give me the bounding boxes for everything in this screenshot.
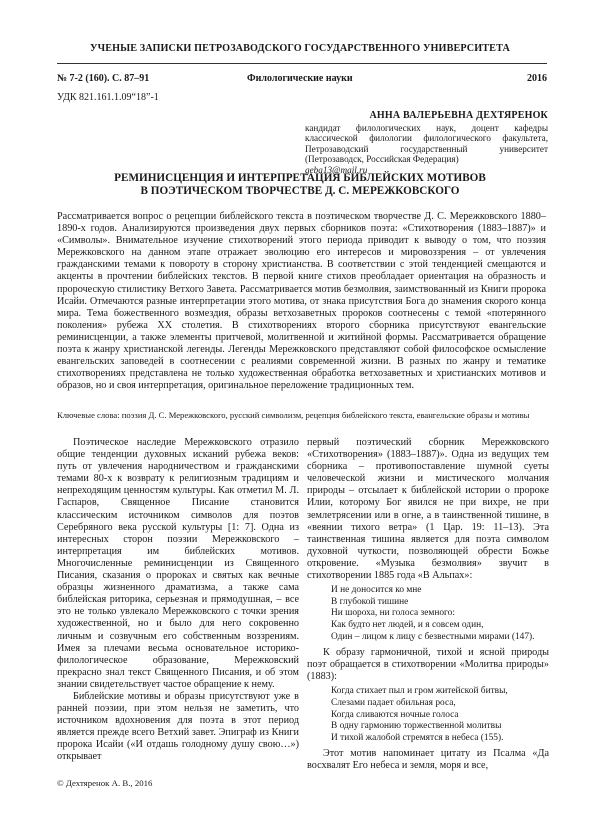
- issue-year: 2016: [527, 73, 547, 84]
- udk-code: УДК 821.161.1.09“18”-1: [57, 92, 159, 103]
- body-paragraph: первый поэтический сборник Мережковского «Стихотворения» (1883–1887)». Одна из ведущих тем сборника – противопоставление шумной суеты человеческой жизни и мистического молчания природы – отсылает к библейской истории о пророке Илии, которому Бог явился не при вихре, не при землетрясении или в огне, а в таинственной тишине, в «веянии тихого ветра» (1 Цар. 19: 11–13). Эта таинственная тишина является для поэта символом духовной чуткости, позволяющей обрести Божье откровение. «Музыка безмолвия» звучит в стихотворении 1885 года «В Альпах»:: [307, 437, 549, 582]
- author-block: [305, 111, 548, 176]
- verse-quote-alps: [331, 585, 549, 643]
- issue-line: [57, 73, 547, 87]
- author-name: АННА ВАЛЕРЬЕВНА ДЕХТЯРЕНОК: [369, 110, 548, 121]
- verse-line: Ни шороха, ни голоса земного:: [331, 608, 455, 619]
- article-title: [0, 172, 600, 198]
- verse-quote-prayer: [331, 686, 549, 744]
- body-column-right: [307, 437, 549, 773]
- body-column-left: [57, 437, 299, 764]
- copyright: © Дехтяренок А. В., 2016: [57, 778, 153, 788]
- author-affiliation: кандидат филологических наук, доцент кафедры классической филологии филологического факультета, Петрозаводский государственный университет (Петрозаводск, Российская Федерация): [305, 122, 548, 165]
- body-paragraph: Библейские мотивы и образы присутствуют уже в ранней поэзии, при этом нельзя не заметить, что источником вдохновения для поэта в этот период является прежде всего Ветхий завет. Эпиграф из Книги пророка Исайи («И отдашь голодному душу свою…») открывает: [57, 690, 299, 763]
- verse-line: В одну гармонию торжественной молитвы: [331, 721, 502, 732]
- author-email[interactable]: geba13@mail.ru: [305, 164, 368, 175]
- body-paragraph: Этот мотив напоминает цитату из Псалма «Да восхвалят Его небеса и земля, моря и все,: [307, 748, 549, 772]
- abstract: Рассматривается вопрос о рецепции библейского текста в поэтическом творчестве Д. С. Мережковского 1880–1890-х годов. Анализируются произведения двух первых сборников поэта: «Стихотворения (1883–1887)» и «Символы». Внимательное изучение стихотворений этого периода приводит к выводу о том, что поэзия Мережковского на данном этапе отражает эволюцию его интересов и мировоззрения – от увлечения гражданскими темами к повороту в сторону христианства. В соответствии с этой тенденцией смещаются и акценты в прочтении библейских текстов. В первой книге стихов преобладает ориентация на образность и пророческую стилистику Ветхого Завета. Рассматривается мотив безмолвия, заимствованный из Книги пророка Исайи. Отмечаются разные интерпретации этого мотива, от знака присутствия Бога до знамения скорого конца мира. Тема божественного возмездия, образы ветхозаветных пророков соотнесены с темой «потерянного поколения» рубежа XX столетия. В стихотворениях второго сборника присутствуют евангельские реминисценции, а также элементы притчевой, молитвенной и житийной формы. Рассматривается обращение поэта к жанру христианской легенды. Легенды Мережковского представляют собой философское осмысление евангельских заповедей в соотнесении с реалиями современной жизни. В разных по жанру и тематике стихотворениях представлена не только художественная обработка ветхозаветных и христианских мотивов и образов, но и своя интерпретация, оригинальное переложение традиционных тем.: [57, 211, 546, 392]
- verse-line: Когда сливаются ночные голоса: [331, 709, 459, 720]
- journal-title: УЧЕНЫЕ ЗАПИСКИ ПЕТРОЗАВОДСКОГО ГОСУДАРСТВЕННОГО УНИВЕРСИТЕТА: [90, 43, 510, 54]
- verse-line: Когда стихает пыл и гром житейской битвы,: [331, 686, 508, 697]
- verse-line: В глубокой тишине: [331, 596, 409, 607]
- article-title-line-2: В ПОЭТИЧЕСКОМ ТВОРЧЕСТВЕ Д. С. МЕРЕЖКОВСКОГО: [140, 185, 460, 197]
- header-rule: [57, 63, 547, 64]
- issue-number: № 7-2 (160). С. 87–91: [57, 73, 150, 84]
- verse-line: Один – лицом к лицу с безвестными мирами (147).: [331, 631, 535, 642]
- verse-line: Как будто нет людей, и я совсем один,: [331, 619, 484, 630]
- verse-line: И тихой жалобой стремятся в небеса (155).: [331, 732, 504, 743]
- article-title-line-1: РЕМИНИСЦЕНЦИЯ И ИНТЕРПРЕТАЦИЯ БИБЛЕЙСКИХ МОТИВОВ: [114, 172, 486, 184]
- verse-line: Слезами падает обильная роса,: [331, 697, 456, 708]
- verse-line: И не доносится ко мне: [331, 585, 422, 596]
- section-name: Филологические науки: [247, 73, 353, 84]
- keywords: Ключевые слова: поэзия Д. С. Мережковского, русский символизм, рецепция библейского текста, евангельские образы и мотивы: [57, 410, 530, 420]
- body-paragraph: Поэтическое наследие Мережковского отразило общие тенденции духовных исканий рубежа веков: путь от увлечения народничеством и гражданскими темами 80-х к возврату к религиозным традициям и непреходящим ценностям культуры. Как отметил М. Л. Гаспаров, Священное Писание становится классическим источником символов для поэтов Серебряного века русской культуры [1: 7]. Одна из интересных сторон поэзии Мережковского – интерпретация им библейских мотивов. Многочисленные реминисценции из Священного Писания, сказания о пророках и святых как вечные образцы жизненного драматизма, а также сама библейская риторика, серьезная и прямодушная, – все это не только увлекало Мережковского с точки зрения художественной, но и было для него сокровенно личным и созвучным его собственным воззрениям. Имея за плечами весьма основательное историко-филологическое образование, Мережковский прекрасно знал текст Священного Писания, и об этом знании свидетельствует частое обращение к нему.: [57, 437, 299, 690]
- body-paragraph: К образу гармоничной, тихой и ясной природы поэт обращается в стихотворении «Молитва природы» (1883):: [307, 647, 549, 683]
